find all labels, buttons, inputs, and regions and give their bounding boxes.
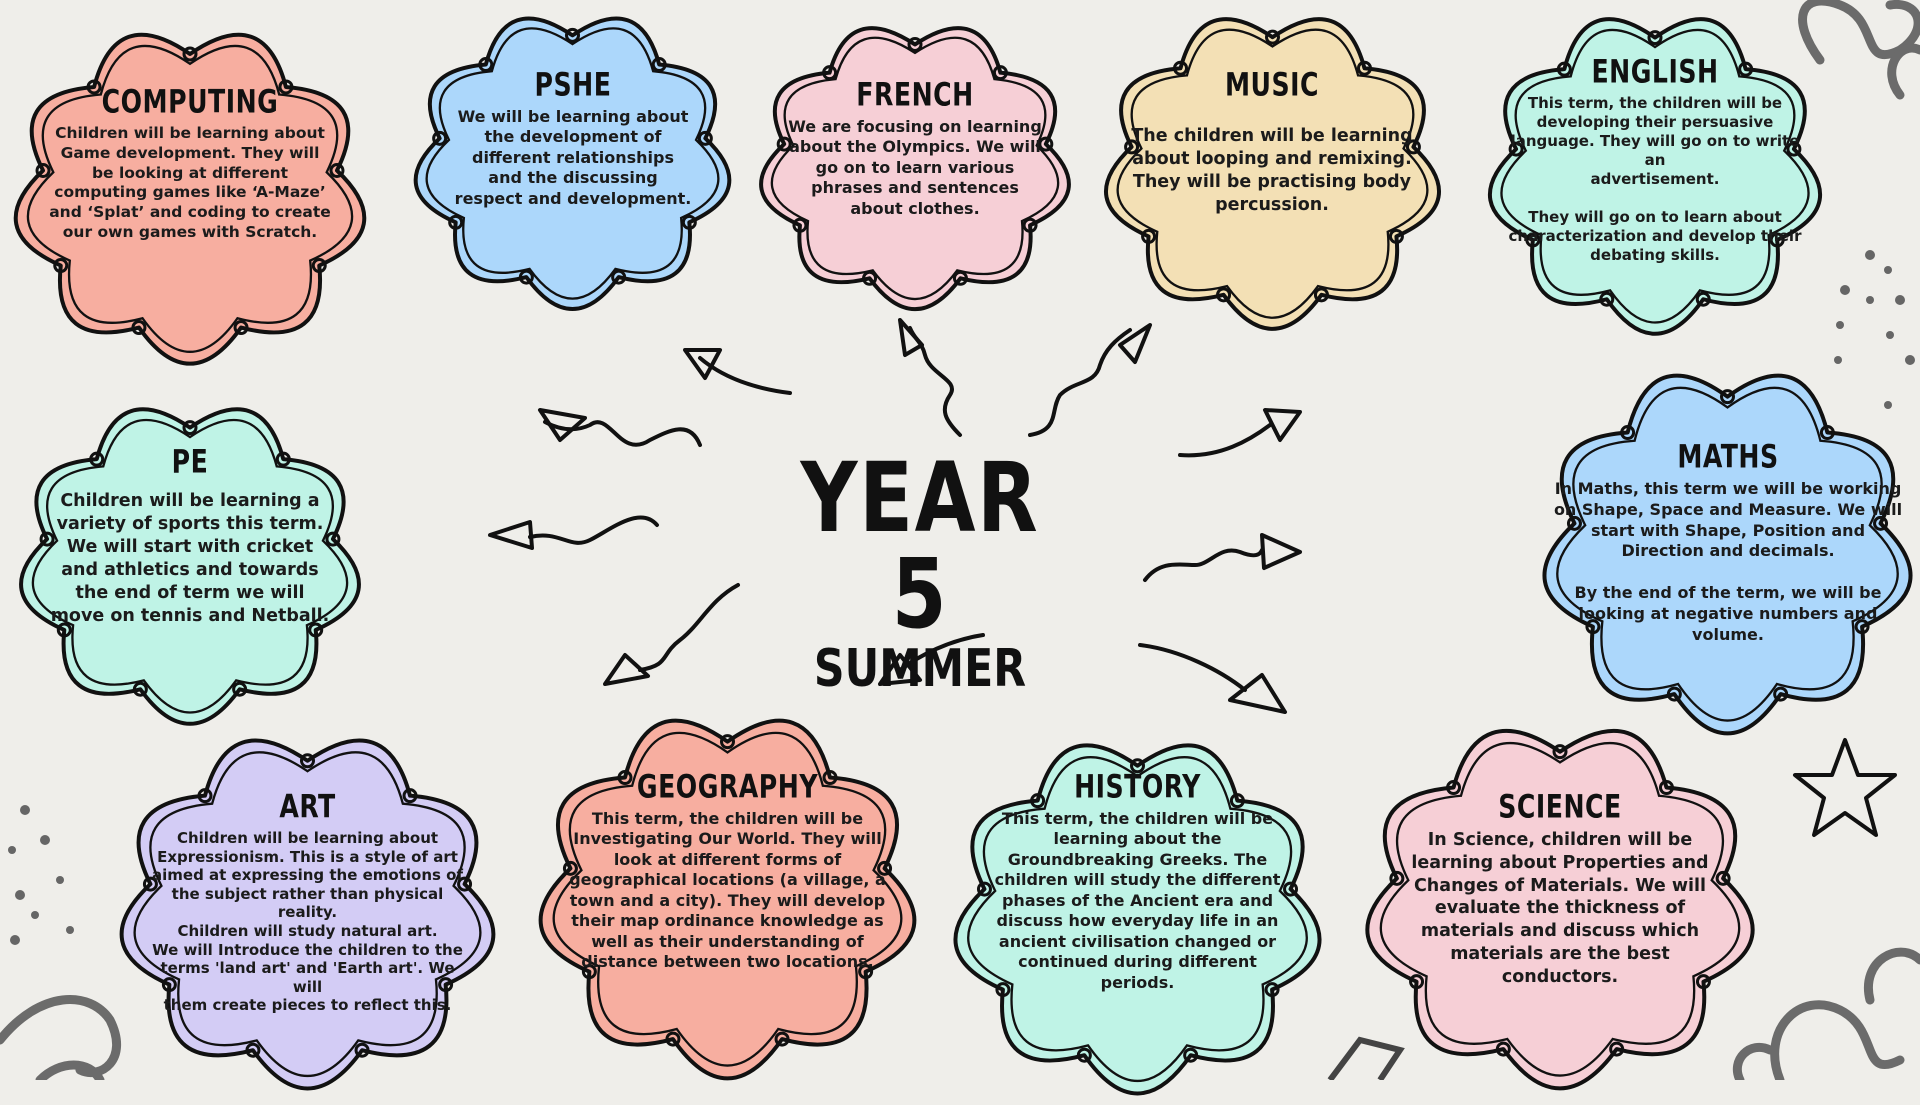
maths-text: In Maths, this term we will be working on Shape, Space and Measure. We will start with Shape, Position and Direction and decimals. By the end of the term, we will be looking at negative numbers and volume. (1553, 479, 1903, 644)
season-title: SUMMER (813, 639, 1027, 699)
history-cloud (940, 725, 1335, 1105)
pshe-cloud (400, 0, 745, 320)
geography-text: This term, the children will be Investigating Our World. They will look at different forms of geographical locations (a village, a town and a city). They will develop their map ordinance knowledge as well as their understanding of distance between two locations. (569, 809, 886, 972)
english-title: ENGLISH (1591, 52, 1719, 91)
french-text: We are focusing on learning about the Olympics. We will go on to learn various phrases and sentences about clothes. (788, 117, 1042, 218)
music-title: MUSIC (1224, 65, 1320, 104)
art-title: ART (279, 787, 336, 826)
history-title: HISTORY (1074, 767, 1201, 806)
science-cloud (1350, 710, 1770, 1100)
music-text: The children will be learning about looping and remixing. They will be practising body percussion. (1131, 126, 1413, 216)
computing-cloud (0, 15, 380, 375)
history-text: This term, the children will be learning about the Groundbreaking Greeks. The children will study the different phases of the Ancient era and discuss how everyday life in an ancient civilisation changed or continued during different periods. (994, 809, 1281, 992)
center-title (740, 442, 1100, 699)
english-cloud (1475, 0, 1835, 345)
pe-cloud (5, 390, 375, 735)
geography-title: GEOGRAPHY (636, 767, 819, 806)
art-text: Children will be learning about Expressionism. This is a style of art aimed at expressing the emotions of the subject rather than physical reality. Children will study natural art. We will Introduce the children to the terms 'land art' and 'Earth art'. We will them create pieces to reflect this. (152, 829, 463, 1015)
french-title: FRENCH (856, 75, 974, 114)
french-cloud (745, 10, 1085, 320)
science-title: SCIENCE (1498, 787, 1622, 826)
maths-cloud (1530, 355, 1920, 745)
geography-cloud (525, 700, 930, 1090)
music-cloud (1090, 0, 1455, 340)
pe-text: Children will be learning a variety of sports this term. We will start with cricket and athletics and towards the end of term we will move on tennis and Netball. (50, 491, 330, 627)
science-text: In Science, children will be learning about Properties and Changes of Materials. We will evaluate the thickness of materials and discuss which materials are the best conductors. (1411, 830, 1709, 987)
pshe-text: We will be learning about the development of different relationships and the discussing respect and development. (454, 107, 692, 208)
pe-title: PE (171, 442, 209, 481)
computing-text: Children will be learning about Game development. They will be looking at different computing games like ‘A-Maze’ and ‘Splat’ and coding to create our own games with Scratch. (49, 124, 331, 242)
computing-title: COMPUTING (101, 82, 279, 121)
maths-title: MATHS (1677, 437, 1779, 476)
english-text: This term, the children will be developing their persuasive language. They will go on to write an advertisement. They will go on to learn about characterization and develop their debating skills. (1508, 94, 1802, 265)
pshe-title: PSHE (534, 65, 612, 104)
year-title: YEAR 5 (800, 442, 1040, 650)
art-cloud (105, 720, 510, 1100)
